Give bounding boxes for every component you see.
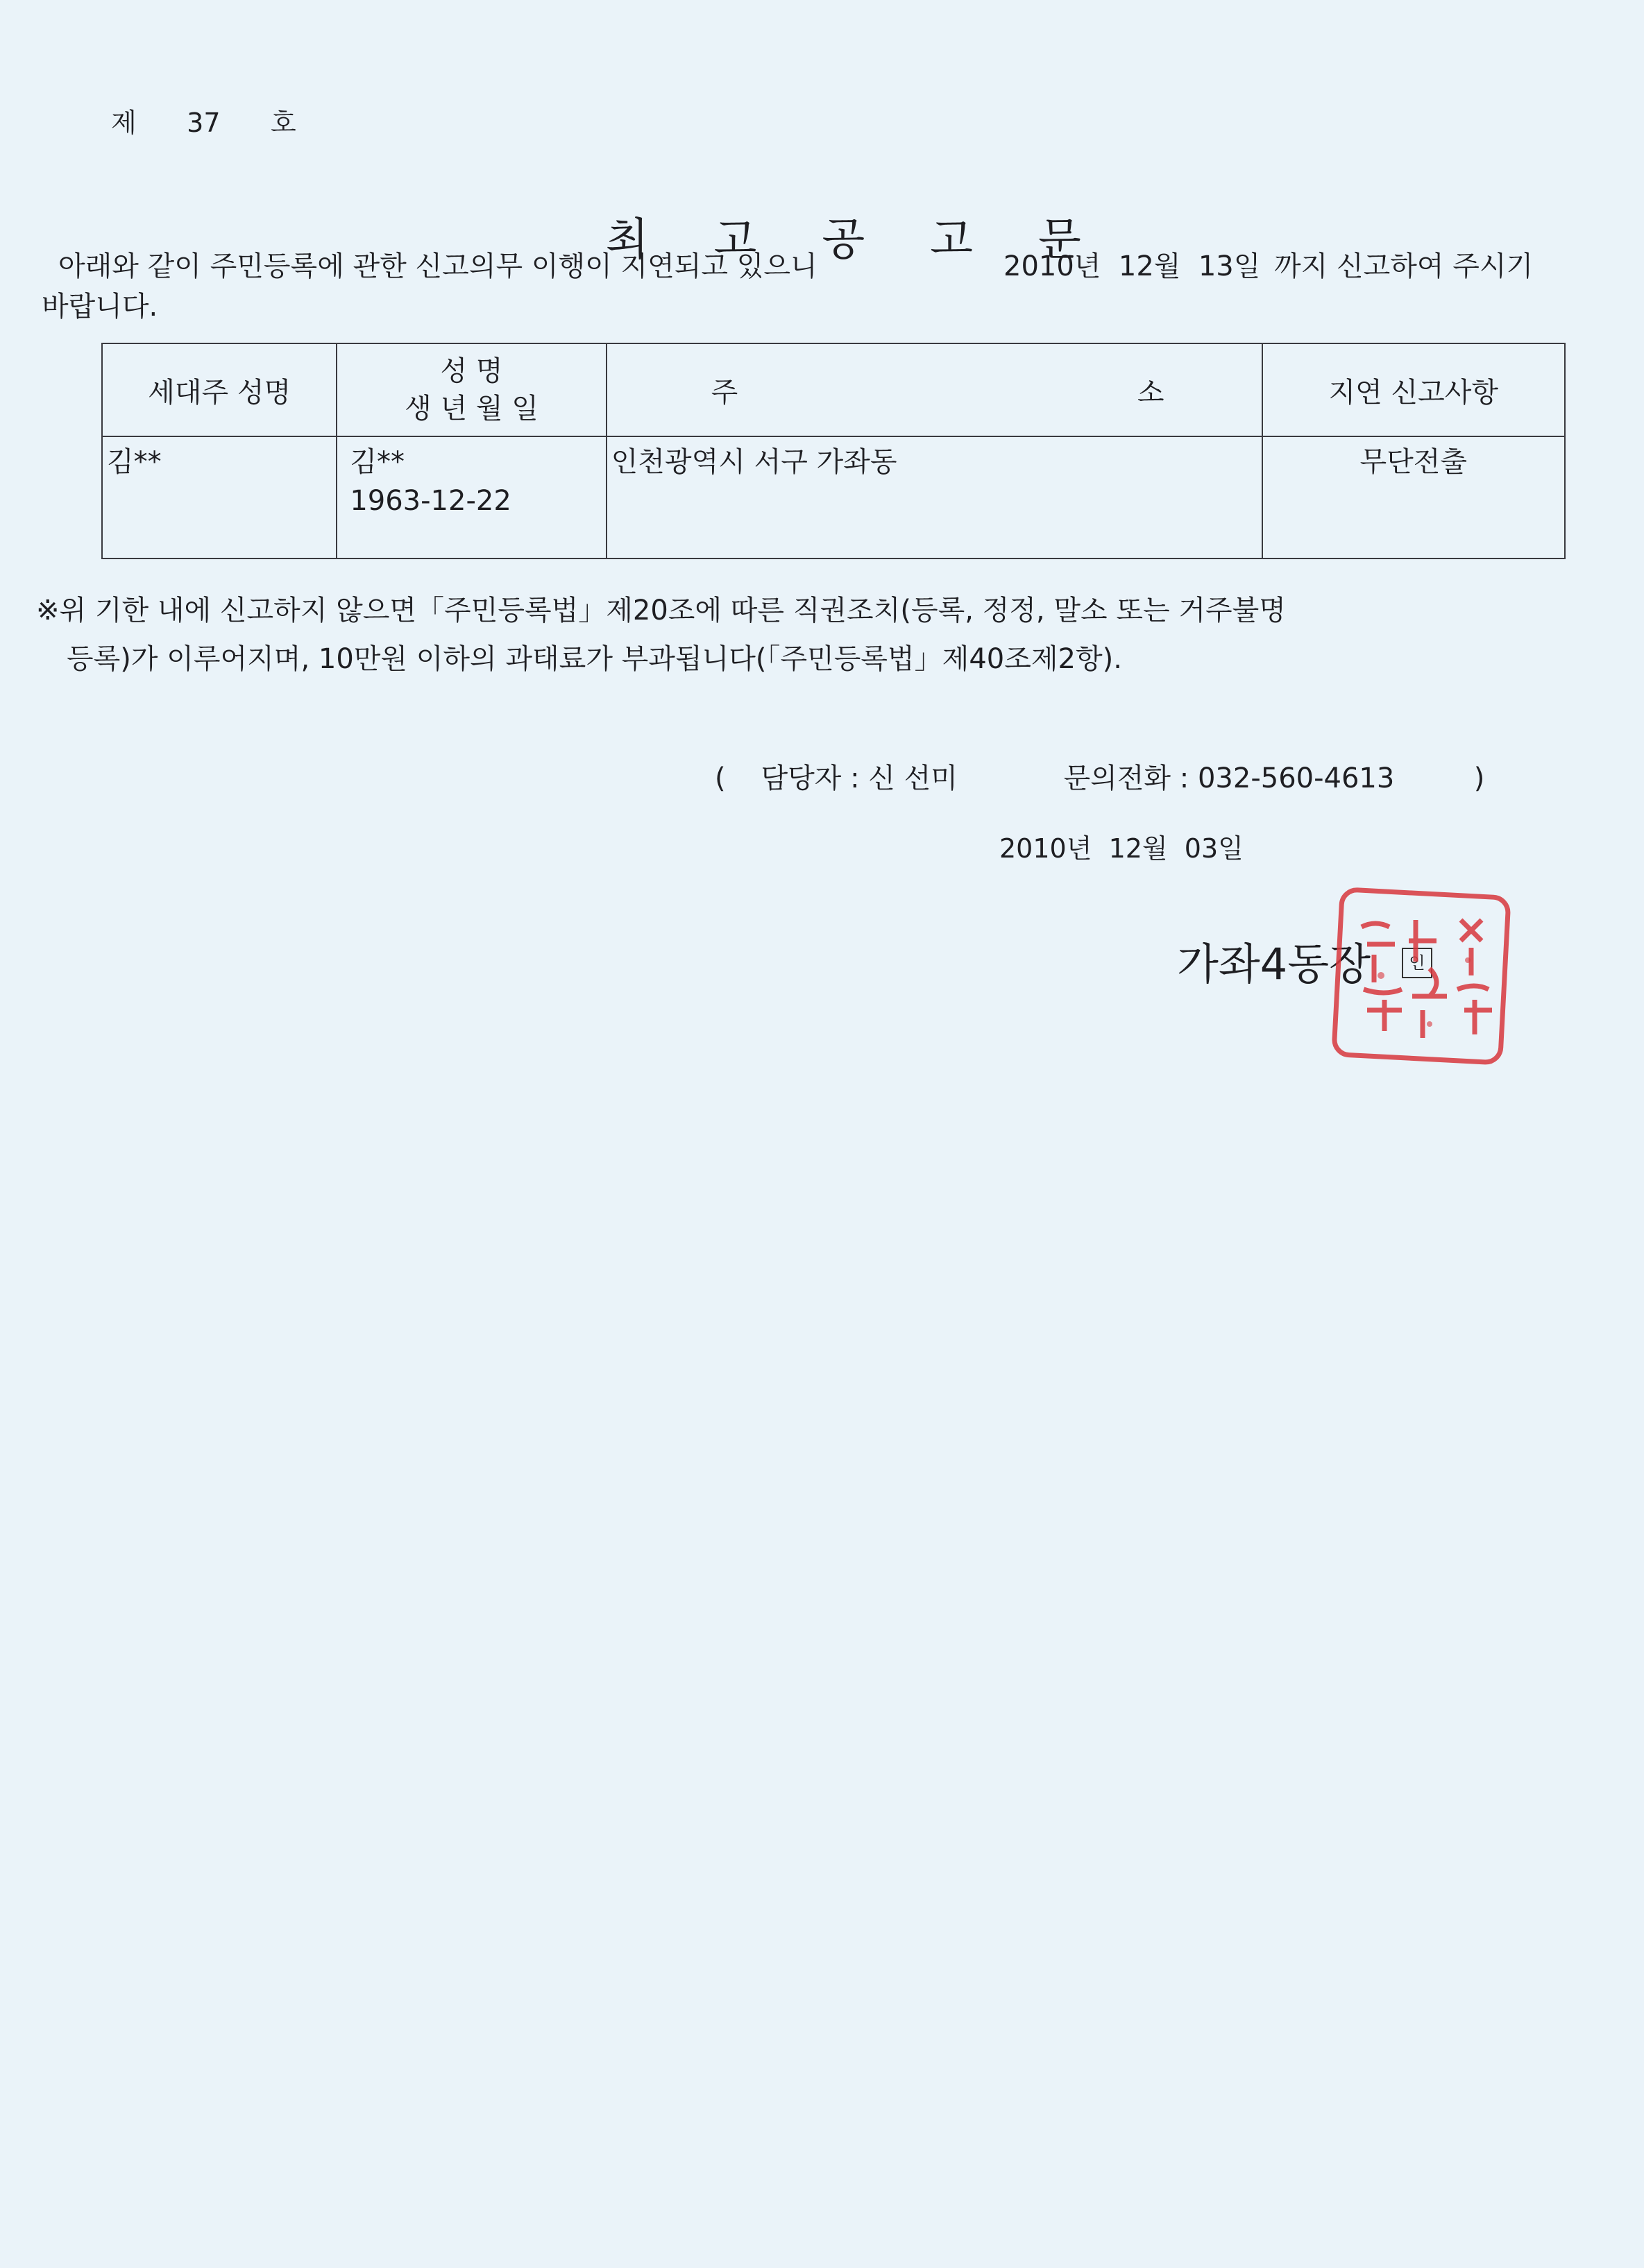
header-dob: 생 년 월 일	[405, 393, 539, 425]
intro-line-2: 바랍니다.	[42, 291, 158, 323]
deadline-date: 2010년 12월 13일	[1003, 250, 1261, 282]
title-char: 공	[822, 214, 870, 266]
header-delay: 지연 신고사항	[1262, 343, 1565, 436]
issue-date: 2010년 12월 03일	[999, 833, 1244, 864]
contact-info: ( 담당자 : 신 선미 문의전화 : 032-560-4613 )	[715, 762, 1485, 794]
residents-table	[101, 343, 1566, 559]
header-name-dob	[337, 343, 606, 436]
title-char: 고	[713, 214, 761, 266]
title-char: 문	[1038, 214, 1085, 266]
official-seal-stamp	[1325, 878, 1520, 1073]
cell-name-dob	[337, 436, 606, 559]
header-address-left: 주	[711, 376, 738, 409]
intro-line-1-tail: 까지 신고하여 주시기	[1274, 250, 1534, 282]
signatory: 가좌4동장	[1177, 939, 1371, 989]
cell-delay: 무단전출	[1262, 436, 1565, 559]
header-address-right: 소	[1137, 376, 1164, 409]
notice-line-2: 등록)가 이루어지며, 10만원 이하의 과태료가 부과됩니다(「주민등록법」제40조제2항).	[67, 643, 1122, 675]
table-row	[102, 436, 1565, 559]
cell-householder: 김**	[102, 436, 337, 559]
title-char: 고	[930, 214, 977, 266]
intro-line-1: 아래와 같이 주민등록에 관한 신고의무 이행이 지연되고 있으니	[58, 250, 817, 282]
document-number: 제 37 호	[111, 108, 296, 138]
table-header-row	[102, 343, 1565, 436]
cell-name: 김**	[350, 446, 405, 478]
notice-line-1: ※위 기한 내에 신고하지 않으면「주민등록법」제20조에 따른 직권조치(등록, 정정, 말소 또는 거주불명	[36, 595, 1286, 626]
title-char: 최	[605, 214, 653, 266]
header-name: 성 명	[440, 355, 503, 387]
cell-address: 인천광역시 서구 가좌동	[607, 436, 1262, 559]
header-address	[607, 343, 1262, 436]
header-householder: 세대주 성명	[102, 343, 337, 436]
seal-mark-box: 인	[1402, 948, 1432, 978]
cell-dob: 1963-12-22	[350, 485, 511, 517]
